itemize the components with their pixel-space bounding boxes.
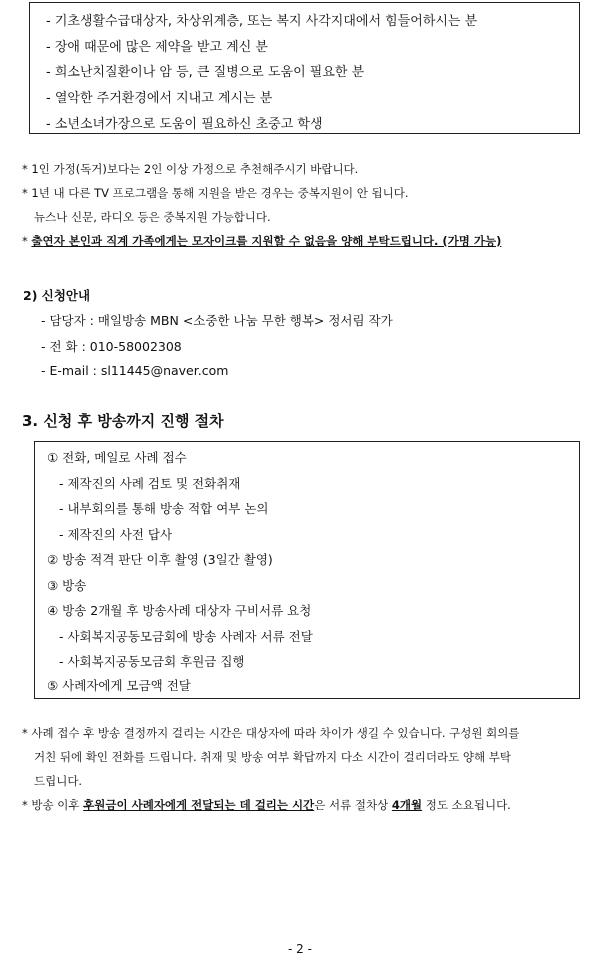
note-text: * 방송 이후 (22, 798, 84, 812)
note-decision-time-end: 드립니다. (34, 774, 83, 788)
note-donation-time (22, 797, 511, 813)
procedure-substep: - 사회복지공동모금회 후원금 집행 (59, 654, 245, 669)
note-emphasis-duration: 4개월 (391, 798, 423, 812)
contact-email: - E-mail : sl11445@naver.com (41, 363, 229, 378)
procedure-substep: - 사회복지공동모금회에 방송 사례자 서류 전달 (59, 629, 313, 644)
note-mosaic-text: 출연자 본인과 직계 가족에게는 모자이크를 지원할 수 없음을 양해 부탁드립니다. (가명 가능) (31, 234, 502, 248)
eligibility-item: - 기초생활수급대상자, 차상위계층, 또는 복지 사각지대에서 힘들어하시는 분 (46, 14, 478, 29)
note-media-exception: 뉴스나 신문, 라디오 등은 중복지원 가능합니다. (34, 210, 271, 224)
note-text: 은 서류 절차상 (314, 798, 392, 812)
section-2-heading: 2) 신청안내 (23, 288, 91, 303)
procedure-step: ④ 방송 2개월 후 방송사례 대상자 구비서류 요청 (47, 603, 312, 618)
eligibility-item: - 열악한 주거환경에서 지내고 계시는 분 (46, 91, 273, 106)
eligibility-item: - 소년소녀가장으로 도움이 필요하신 초중고 학생 (46, 117, 323, 132)
procedure-step: ② 방송 적격 판단 이후 촬영 (3일간 촬영) (47, 552, 273, 567)
page-number: - 2 - (288, 942, 312, 956)
note-decision-time: * 사례 접수 후 방송 결정까지 걸리는 시간은 대상자에 따라 차이가 생길 수 있습니다. 구성원 회의를 (22, 726, 520, 740)
eligibility-item: - 장애 때문에 많은 제약을 받고 계신 분 (46, 40, 268, 55)
procedure-step: ⑤ 사례자에게 모금액 전달 (47, 678, 191, 693)
procedure-substep: - 제작진의 사전 답사 (59, 527, 173, 542)
note-text: 정도 소요됩니다. (422, 798, 511, 812)
contact-person: - 담당자 : 매일방송 MBN <소중한 나눔 무한 행복> 정서림 작가 (41, 313, 393, 328)
note-emphasis: 후원금이 사례자에게 전달되는 데 걸리는 시간 (83, 798, 315, 812)
note-bullet: * (22, 234, 32, 248)
procedure-substep: - 제작진의 사례 검토 및 전화취재 (59, 476, 241, 491)
procedure-step: ① 전화, 메일로 사례 접수 (47, 450, 187, 465)
procedure-substep: - 내부회의를 통해 방송 적합 여부 논의 (59, 501, 269, 516)
contact-phone: - 전 화 : 010-58002308 (41, 339, 182, 354)
eligibility-box (29, 2, 580, 134)
note-decision-time-cont: 거친 뒤에 확인 전화를 드립니다. 취재 및 방송 여부 확답까지 다소 시간이 걸리더라도 양해 부탁 (34, 750, 511, 764)
procedure-box (34, 441, 580, 699)
eligibility-item: - 희소난치질환이나 암 등, 큰 질병으로 도움이 필요한 분 (46, 65, 365, 80)
section-3-heading: 3. 신청 후 방송까지 진행 절차 (22, 412, 224, 430)
note-single-household: * 1인 가정(독거)보다는 2인 이상 가정으로 추천해주시기 바랍니다. (22, 162, 359, 176)
note-duplicate-support: * 1년 내 다른 TV 프로그램을 통해 지원을 받은 경우는 중복지원이 안 됩니다. (22, 186, 409, 200)
note-mosaic (22, 233, 501, 249)
procedure-step: ③ 방송 (47, 578, 87, 593)
